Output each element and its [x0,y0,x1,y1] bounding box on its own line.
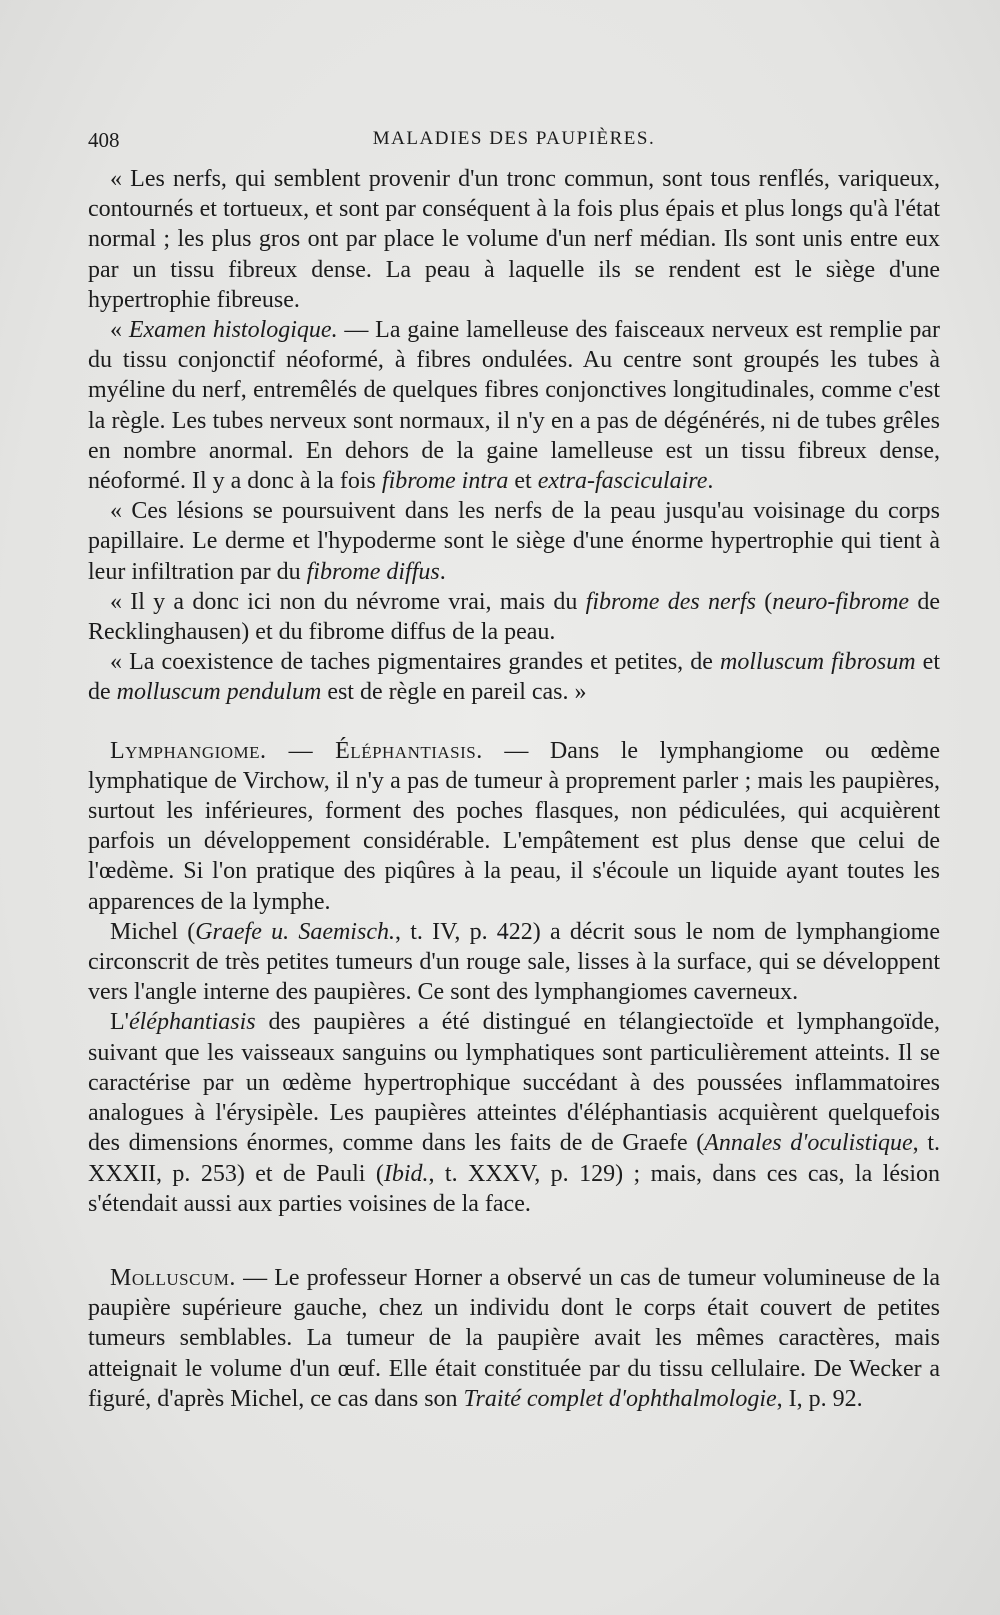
text-run: — Dans le lymphangiome ou œdème lymphatique de Virchow, il n'y a pas de tumeur à proprement parler ; mais les paupières, surtout les inférieures, forment des poches flasques, non pédiculées, qui acquièrent parfois un développement considérable. L'empâtement est plus dense que celui de l'œdème. Si l'on pratique des piqûres à la peau, il s'écoule un liquide ayant toutes les apparences de la lymphe. [88,737,940,915]
paragraph-examen-histologique [88,315,940,496]
italic-run: neuro-fibrome [772,588,910,615]
body-text [88,164,940,1414]
text-run: L' [110,1009,129,1036]
text-run: « [110,317,129,344]
section-heading: Lymphangiome. — Éléphantiasis. [110,737,483,764]
text-run: des paupières a été distingué en télangiectoïde et lymphangoïde, suivant que les vaisseaux sanguins ou lymphatiques sont particulièrement atteints. Il se caractérise par un œdème hypertrophique succédant à des poussées inflammatoires analogues à l'érysipèle. Les paupières atteintes d'éléphantiasis acquièrent quelquefois des dimensions énormes, comme dans les faits de de Graefe ( [88,1009,940,1157]
text-run: . [707,468,714,495]
italic-run: fibrome intra [381,468,509,495]
italic-run: Graefe u. Saemisch. [195,918,395,945]
italic-run: molluscum pendulum [116,679,322,706]
italic-run: fibrome diffus [306,558,440,585]
text-run: , t. XXXII, p. 253) et de Pauli ( [88,1130,940,1187]
text-run: « Il y a donc ici non du névrome vrai, mais du [110,588,586,615]
paragraph-lesions [88,496,940,587]
text-run: de Recklinghausen) et du fibrome diffus de la peau. [88,588,941,646]
text-run: , t. IV, p. 422) a décrit sous le nom de lymphangiome circonscrit de très petites tumeurs d'un rouge sale, lisses à la surface, qui se développent vers l'angle interne des paupières. Ce sont des lymphangiomes caverneux. [88,918,940,1006]
text-run: « La coexistence de taches pigmentaires grandes et petites, de [110,649,721,676]
text-run: et [508,468,538,495]
italic-run: fibrome des nerfs [585,588,756,615]
italic-run: éléphantiasis [128,1009,256,1036]
section-molluscum [88,1263,940,1414]
section-heading: Molluscum. [110,1264,236,1291]
page-header [88,128,940,158]
text-run: — Le professeur Horner a observé un cas de tumeur volumineuse de la paupière supérieure gauche, chez un individu dont le corps était couvert de petites tumeurs semblables. La tumeur de la paupière avait les mêmes caractères, mais atteignait le volume d'un œuf. Elle était constituée par du tissu cellulaire. De Wecker a figuré, d'après Michel, ce cas dans son [88,1264,940,1412]
italic-run: Traité complet d'ophthalmologie [463,1385,777,1412]
paragraph-nerfs: « Les nerfs, qui semblent provenir d'un tronc commun, sont tous renflés, variqueux, contournés et tortueux, et sont par conséquent à la fois plus épais et plus longs qu'à l'état normal ; les plus gros ont par place le volume d'un nerf médian. Ils sont unis entre eux par un tissu fibreux dense. La peau à laquelle ils se rendent est le siège d'une hypertrophie fibreuse. [88,166,940,313]
italic-run: Ibid. [383,1160,429,1187]
italic-run: Examen histologique. [128,317,338,344]
text-run: ( [755,588,773,615]
running-title: MALADIES DES PAUPIÈRES. [372,128,656,149]
text-run: — La gaine lamelleuse des faisceaux nerveux est remplie par du tissu conjonctif néoformé, à fibres ondulées. Au centre sont groupés les tubes à myéline du nerf, entremêlés de quelques fibres conjonctives longitudinales, comme c'est la règle. Les tubes nerveux sont normaux, il n'y en a pas de dégénérés, ni de tubes grêles en nombre anormal. En dehors de la gaine lamelleuse est un tissu fibreux dense, néoformé. Il y a donc à la fois [88,317,940,495]
italic-run: molluscum fibrosum [720,649,916,676]
page-number: 408 [88,128,120,152]
text-run: Michel ( [110,918,196,945]
text-run: « Ces lésions se poursuivent dans les nerfs de la peau jusqu'au voisinage du corps papillaire. Le derme et l'hypoderme sont le siège d'une énorme hypertrophie qui tient à leur infiltration par du [88,498,940,585]
text-run: , t. XXXV, p. 129) ; mais, dans ces cas, la lésion s'étendait aussi aux parties voisines de la face. [88,1160,940,1217]
text-run: . [439,558,446,585]
italic-run: extra-fasciculaire [537,468,708,495]
text-run: , I, p. 92. [776,1385,863,1412]
section-lymphangiome [88,736,940,917]
italic-run: Annales d'oculistique [704,1130,913,1157]
paragraph-nevrome [88,587,940,647]
paragraph-coexistence [88,647,940,707]
text-run: est de règle en pareil cas. » [321,679,587,706]
text-run: et de [88,649,940,706]
paragraph-elephantiasis [88,1007,940,1218]
paragraph-michel [88,917,940,1008]
